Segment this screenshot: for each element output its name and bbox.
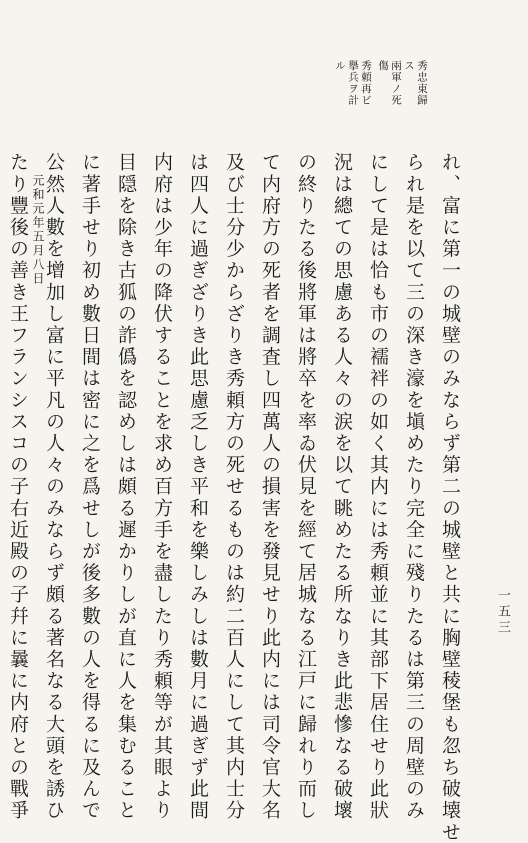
text-column: 況は總ての思慮ある人々の涙を以て眺めたる所なりき此悲慘なる破壞 <box>331 152 353 822</box>
margin-note-1 <box>376 60 428 106</box>
margin-note-line: ル <box>334 60 346 72</box>
margin-note-line: 傷 <box>377 60 389 72</box>
margin-note-2 <box>333 60 372 106</box>
text-column: にして是は恰も市の襦袢の如く其内には秀頼並に其部下居住せり此狀 <box>367 152 389 822</box>
text-column: られ是を以て三の深き濠を塡めたり完全に殘りたるは第三の周壁のみ <box>403 152 425 822</box>
text-column: は四人に過ぎざりき此思慮乏しき平和を樂しみしは數月に過ぎず此間 <box>187 152 209 822</box>
text-column: れ、富に第一の城壁のみならず第二の城壁と共に胸壁稜堡も忽ち破壊せ <box>439 152 461 843</box>
date-note: 元和元年五月八日 <box>31 174 45 286</box>
text-column: 及び士分少からざりき秀頼方の死せるものは約二百人にして其内士分 <box>223 152 245 822</box>
margin-note-line: 擧兵ヲ計 <box>347 60 359 106</box>
margin-note-line: 兩軍ノ死 <box>390 60 402 106</box>
text-column: の終りたる後將軍は將卒を率ゐ伏見を經て居城なる江戸に歸れり而し <box>295 152 317 822</box>
text-column: 目隠を除き古狐の詐僞を認めしは頗る遲かりしが直に人を集むること <box>115 152 137 822</box>
text-column: に著手せり初め數日間は密に之を爲せしが後多數の人を得るに及んで <box>79 152 101 822</box>
text-column: たり豐後の善き王フランシスコの子右近殿の子幷に曩に内府との戰爭 <box>7 152 29 822</box>
margin-note-line: 秀忠東歸 <box>416 60 428 106</box>
body-text <box>7 152 468 843</box>
text-column: て内府方の死者を調査し四萬人の損害を發見せり此内には司令官大名 <box>259 152 281 822</box>
margin-note-line: 秀頼再ビ <box>360 60 372 106</box>
text-column: 内府は少年の降伏することを求め百方手を盡したり秀頼等が其眼より <box>151 152 173 822</box>
page-number: 一五三 <box>495 588 510 636</box>
text-column: 公然人數を增加し富に平凡の人々のみならず頗る著名なる大頭を誘ひ <box>43 152 65 822</box>
margin-note-line: ス <box>403 60 415 72</box>
